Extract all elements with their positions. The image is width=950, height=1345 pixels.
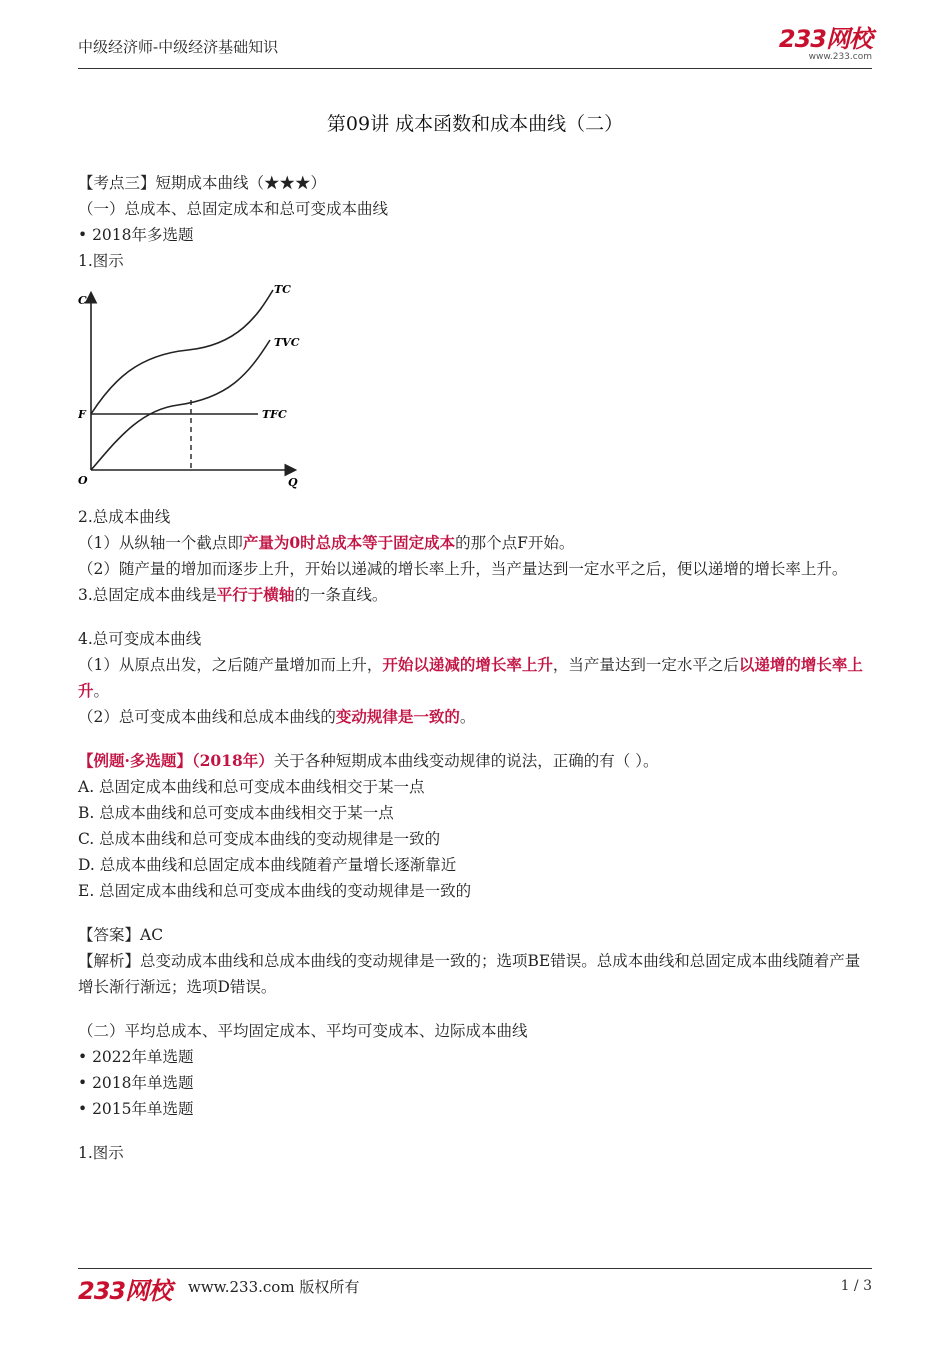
exam-tag-2015: • 2015年单选题 [78, 1100, 194, 1118]
cost-curve-figure [78, 274, 874, 504]
label-tc: TC [274, 283, 291, 296]
document-body [78, 170, 874, 1166]
page-number: 1 / 3 [840, 1278, 872, 1294]
tvc-curve [91, 340, 270, 470]
tc-point-1: （1）从纵轴一个截点即产量为0时总成本等于固定成本的那个点F开始。 [78, 533, 575, 552]
figure-label: 1.图示 [78, 252, 124, 270]
figure-label-2: 1.图示 [78, 1144, 124, 1162]
page-title: 第09讲 成本函数和成本曲线（二） [326, 113, 624, 135]
label-q: Q [288, 476, 298, 489]
subsection-heading-2: （二）平均总成本、平均固定成本、平均可变成本、边际成本曲线 [78, 1022, 528, 1040]
footer-logo[interactable]: 233网校 [78, 1277, 172, 1305]
tc-point-2: （2）随产量的增加而逐步上升，开始以递减的增长率上升，当产量达到一定水平之后，便以递增的增长率上升。 [78, 560, 848, 578]
option-c: C. 总成本曲线和总可变成本曲线的变动规律是一致的 [78, 830, 441, 848]
analysis: 【解析】总变动成本曲线和总成本曲线的变动规律是一致的；选项BE错误。总成本曲线和总固定成本曲线随着产量增长渐行渐远；选项D错误。 [78, 952, 861, 996]
logo-text: 233网校 [778, 25, 872, 53]
brand-logo[interactable] [779, 26, 872, 62]
tfc-statement: 3.总固定成本曲线是平行于横轴的一条直线。 [78, 585, 388, 604]
option-b: B. 总成本曲线和总可变成本曲线相交于某一点 [78, 804, 394, 822]
section-heading: 【考点三】短期成本曲线（★★★） [78, 174, 327, 192]
option-d: D. 总成本曲线和总固定成本曲线随着产量增长逐渐靠近 [78, 856, 457, 874]
tvc-title: 4.总可变成本曲线 [78, 630, 202, 648]
header-title: 中级经济师-中级经济基础知识 [78, 38, 279, 56]
header-rule [78, 68, 872, 69]
tvc-point-2: （2）总可变成本曲线和总成本曲线的变动规律是一致的。 [78, 707, 476, 726]
tc-curve [91, 290, 273, 414]
answer: 【答案】AC [78, 926, 164, 944]
label-c: C [78, 294, 87, 307]
exam-tag-2022: • 2022年单选题 [78, 1048, 194, 1066]
tvc-point-1: （1）从原点出发，之后随产量增加而上升，开始以递减的增长率上升，当产量达到一定水平之后以递增的增长率上升。 [78, 655, 863, 700]
exam-tag: • 2018年多选题 [78, 226, 194, 244]
label-o: O [78, 474, 88, 487]
label-tfc: TFC [262, 408, 287, 421]
logo-url: www.233.com [808, 52, 872, 62]
cost-curve-diagram [78, 280, 318, 500]
tc-title: 2.总成本曲线 [78, 508, 171, 526]
example-question: 【例题·多选题】（2018年）关于各种短期成本曲线变动规律的说法，正确的有（ ）。 [78, 751, 659, 770]
label-f: F [78, 408, 86, 421]
subsection-heading: （一）总成本、总固定成本和总可变成本曲线 [78, 200, 389, 218]
exam-tag-2018: • 2018年单选题 [78, 1074, 194, 1092]
footer-copyright: www.233.com 版权所有 [188, 1278, 360, 1296]
footer-rule [78, 1268, 872, 1269]
option-e: E. 总固定成本曲线和总可变成本曲线的变动规律是一致的 [78, 882, 472, 900]
label-tvc: TVC [274, 336, 300, 349]
option-a: A. 总固定成本曲线和总可变成本曲线相交于某一点 [78, 778, 425, 796]
